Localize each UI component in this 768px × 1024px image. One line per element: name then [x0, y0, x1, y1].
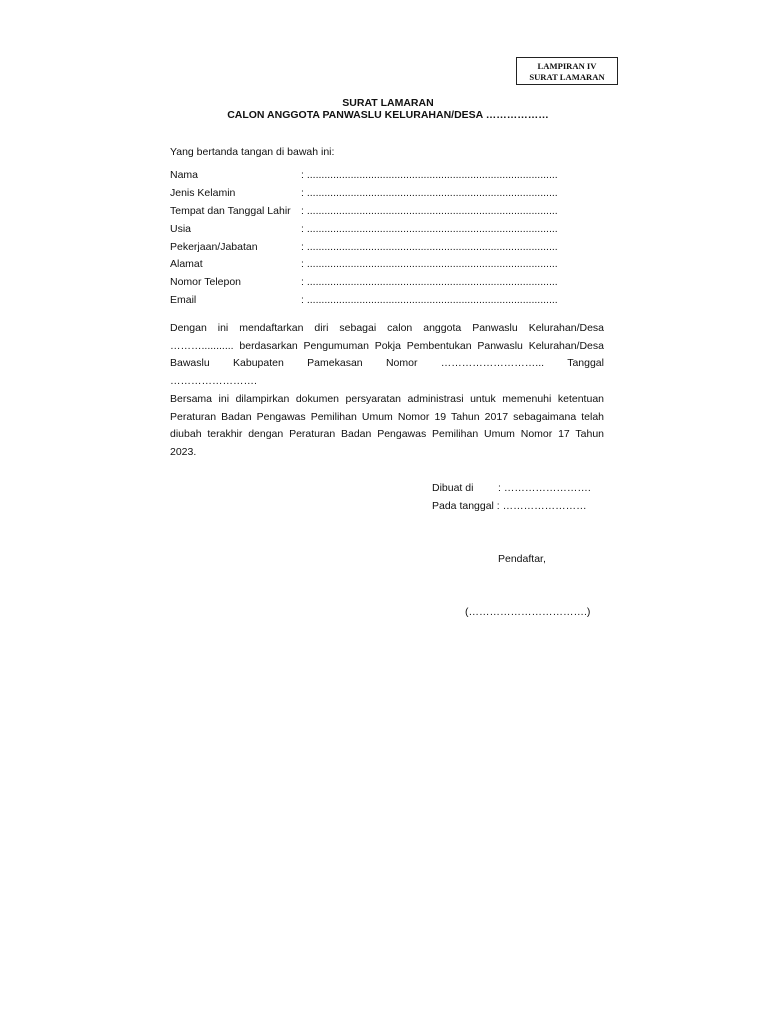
made-in-label: Dibuat di [432, 482, 474, 494]
attachment-label-line1: LAMPIRAN IV [537, 61, 597, 71]
field-blank: : ...................................................................................... [301, 240, 558, 253]
field-blank: : ...................................................................................... [301, 186, 558, 199]
field-blank: : ...................................................................................... [301, 204, 558, 217]
field-label: Usia [170, 222, 192, 235]
field-blank: : ...................................................................................... [301, 222, 558, 235]
paragraph-word: Nomor [385, 357, 418, 370]
paragraph-word: ………………………... [440, 357, 545, 370]
date-blank: : …………………… [493, 500, 587, 512]
signature-name-line: (…………………………….) [465, 606, 591, 618]
attachment-label-line2: SURAT LAMARAN [529, 71, 605, 82]
paragraph-line: ………........... berdasarkan Pengumuman Pokja Pembentukan Panwaslu Kelurahan/Desa [170, 339, 604, 352]
field-blank: : ...................................................................................... [301, 258, 558, 271]
field-label: Email [170, 294, 197, 307]
made-in-row [432, 482, 591, 494]
paragraph-word: Pamekasan [307, 357, 363, 370]
registration-paragraph [170, 320, 604, 391]
field-blank: : ...................................................................................... [301, 169, 558, 181]
paragraph-line: Dengan ini mendaftarkan diri sebagai calon anggota Panwaslu Kelurahan/Desa [170, 322, 604, 334]
made-in-blank: : ……………………. [498, 482, 591, 494]
registrant-label: Pendaftar, [498, 553, 546, 565]
paragraph-line: Bersama ini dilampirkan dokumen persyaratan administrasi untuk memenuhi ketentuan [170, 393, 604, 405]
paragraph-line: ……………………. [170, 375, 257, 388]
field-label: Nama [170, 169, 199, 181]
field-label: Tempat dan Tanggal Lahir [170, 204, 291, 217]
attachment-label-box [516, 57, 618, 85]
paragraph-line-spread [170, 355, 604, 373]
field-blank: : ...................................................................................... [301, 294, 558, 307]
field-label: Alamat [170, 258, 203, 271]
document-subtitle: CALON ANGGOTA PANWASLU KELURAHAN/DESA ……………… [227, 109, 549, 121]
paragraph-word: Tanggal [567, 357, 604, 370]
paragraph-word: Kabupaten [233, 357, 284, 370]
paragraph-line: diubah terakhir dengan Peraturan Badan Pengawas Pemilihan Umum Nomor 17 Tahun [170, 428, 604, 441]
date-row [432, 500, 587, 512]
attachment-paragraph [170, 391, 604, 462]
field-label: Jenis Kelamin [170, 186, 236, 199]
field-label: Nomor Telepon [170, 276, 242, 289]
field-blank: : ...................................................................................... [301, 276, 558, 289]
paragraph-line: Peraturan Badan Pengawas Pemilihan Umum Nomor 19 Tahun 2017 sebagaimana telah [170, 410, 604, 423]
paragraph-line: 2023. [170, 446, 197, 459]
paragraph-word: Bawaslu [170, 357, 210, 370]
intro-text: Yang bertanda tangan di bawah ini: [170, 146, 335, 158]
date-label: Pada tanggal [432, 500, 494, 512]
field-label: Pekerjaan/Jabatan [170, 240, 258, 253]
document-title: SURAT LAMARAN [342, 97, 434, 109]
